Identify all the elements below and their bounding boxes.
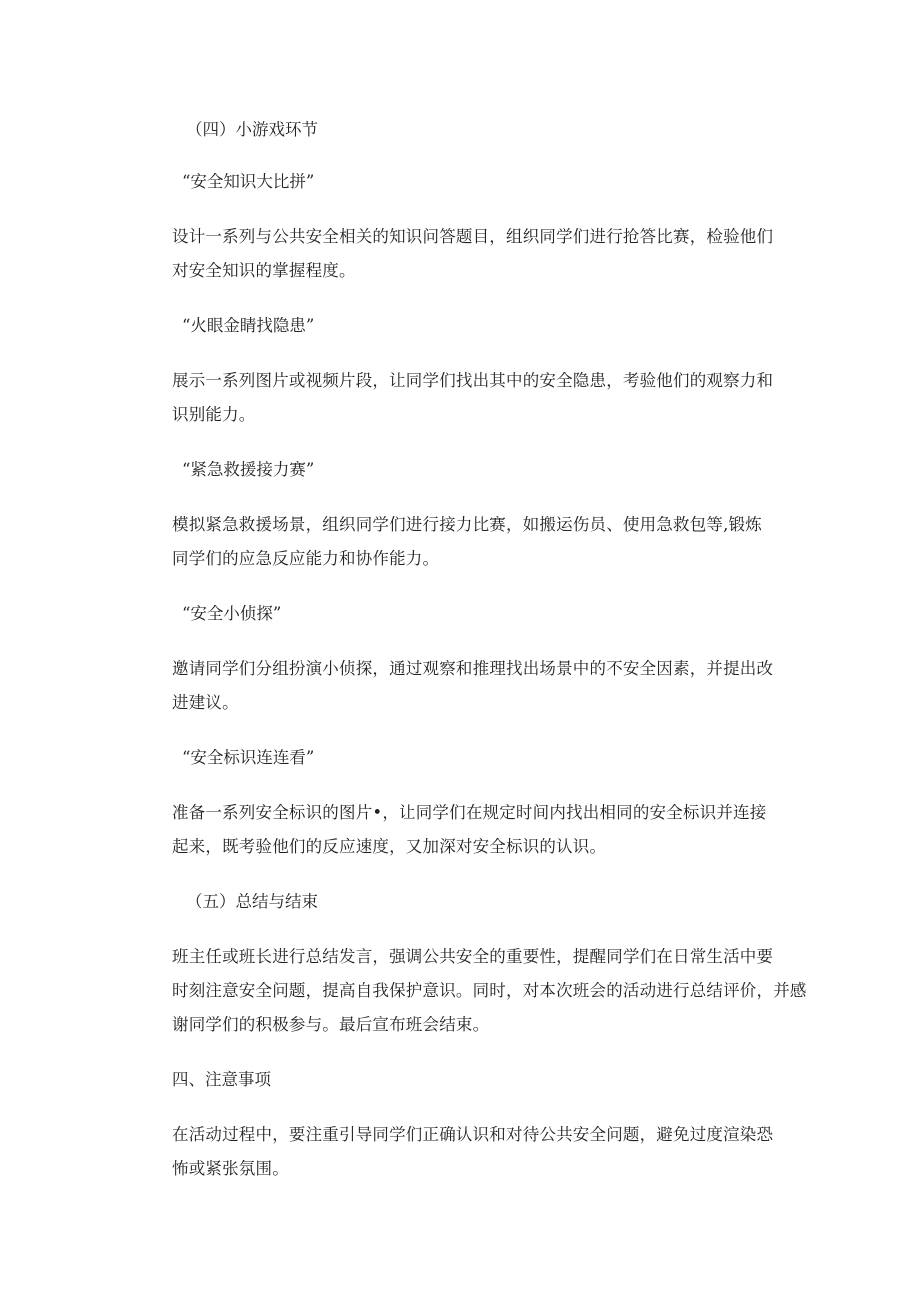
section-heading: “安全知识大比拼”	[182, 172, 315, 191]
paragraph-line: 模拟紧急救援场景，组织同学们进行接力比赛，如搬运伤员、使用急救包等,锻炼	[172, 515, 762, 534]
paragraph	[172, 940, 807, 1042]
paragraph	[172, 652, 782, 720]
paragraph-line: 在活动过程中，要注重引导同学们正确认识和对待公共安全问题，避免过度渲染恐	[172, 1125, 774, 1144]
section-heading: “紧急救援接力赛”	[182, 460, 315, 479]
section-heading: （四）小游戏环节	[186, 120, 318, 139]
section-heading: “安全标识连连看”	[182, 748, 315, 767]
paragraph-line: 对安全知识的掌握程度。	[172, 261, 356, 280]
paragraph-line: 班主任或班长进行总结发言，强调公共安全的重要性，提醒同学们在日常生活中要	[172, 947, 774, 966]
document-body	[172, 116, 807, 1210]
paragraph-line: 谢同学们的积极参与。最后宣布班会结束。	[172, 1015, 490, 1034]
section-heading: “安全小侦探”	[182, 604, 282, 623]
paragraph-line: 起来，既考验他们的反应速度，又加深对安全标识的认识。	[172, 837, 607, 856]
paragraph-line: 设计一系列与公共安全相关的知识问答题目，组织同学们进行抢答比赛，检验他们	[172, 227, 774, 246]
paragraph-line: 同学们的应急反应能力和协作能力。	[172, 549, 440, 568]
section-heading: （五）总结与结束	[186, 892, 318, 911]
paragraph-line: 准备一系列安全标识的图片•，让同学们在规定时间内找出相同的安全标识并连接	[172, 803, 767, 822]
section-heading: 四、注意事项	[172, 1070, 271, 1089]
paragraph-line: 时刻注意安全问题，提高自我保护意识。同时，对本次班会的活动进行总结评价，并感	[172, 981, 807, 1000]
paragraph	[172, 796, 782, 864]
paragraph	[172, 364, 782, 432]
paragraph-line: 展示一系列图片或视频片段，让同学们找出其中的安全隐患，考验他们的观察力和	[172, 371, 774, 390]
paragraph-line: 进建议。	[172, 693, 239, 712]
paragraph-line: 识别能力。	[172, 405, 256, 424]
paragraph	[172, 1118, 782, 1186]
section-heading: “火眼金睛找隐患”	[182, 316, 315, 335]
paragraph	[172, 220, 782, 288]
paragraph-line: 邀请同学们分组扮演小侦探，通过观察和推理找出场景中的不安全因素，并提出改	[172, 659, 774, 678]
paragraph-line: 怖或紧张氛围。	[172, 1159, 289, 1178]
paragraph	[172, 508, 782, 576]
